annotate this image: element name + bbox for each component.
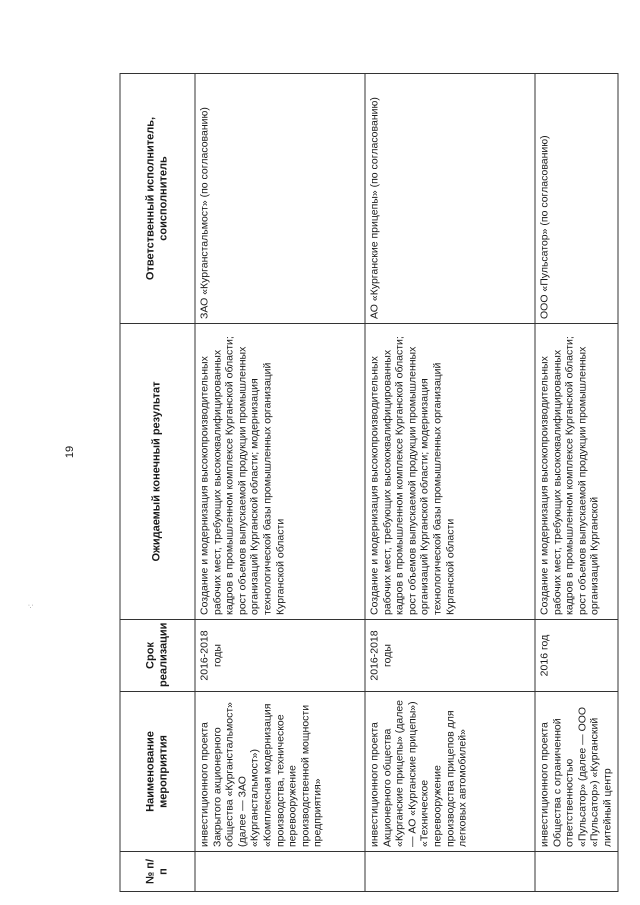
table-row (535, 74, 618, 892)
header-measure-name: Наименование мероприятия (120, 692, 195, 852)
row-number (365, 852, 535, 892)
term: 2016-2018 годы (365, 620, 535, 692)
measure-name: инвестиционного проекта Общества с ограниченной ответственностью «Пульсатор» (далее — ООО «Пульсатор») «Курганский литейный центр (535, 692, 618, 852)
row-number (195, 852, 365, 892)
responsible: ЗАО «Курганстальмост» (по согласованию) (195, 74, 365, 324)
expected-result: Создание и модернизация высокопроизводительных рабочих мест, требующих высококвалифицированных кадров в промышленном комплексе Курганской области; рост объемов выпускаемой продукции промышленных организаций Курганской области; модернизация технологической базы промышленных организаций Курганской области (195, 324, 365, 620)
page-number: 19 (64, 445, 76, 459)
term: 2016 год (535, 620, 618, 692)
header-expected-result: Ожидаемый конечный результат (120, 324, 195, 620)
measures-table-container (120, 74, 614, 892)
header-term: Срок реализации (120, 620, 195, 692)
measures-table (120, 73, 619, 892)
responsible: АО «Курганские прицепы» (по согласованию) (365, 74, 535, 324)
header-responsible: Ответственный исполнитель, соисполнитель (120, 74, 195, 324)
term: 2016-2018 годы (195, 620, 365, 692)
scan-speck: ·: (25, 604, 35, 609)
expected-result: Создание и модернизация высокопроизводительных рабочих мест, требующих высококвалифицированных кадров в промышленном комплексе Курганской области; рост объемов выпускаемой продукции промышленных организаций Курганской (535, 324, 618, 620)
table-row (195, 74, 365, 892)
table-row (365, 74, 535, 892)
table-header-row (120, 74, 195, 892)
row-number (535, 852, 618, 892)
measure-name: инвестиционного проекта Акционерного общества «Курганские прицепы» (далее — АО «Курганские прицепы») «Техническое перевооружение производства прицепов для легковых автомобилей» (365, 692, 535, 852)
header-number: № п/п (120, 852, 195, 892)
responsible: ООО «Пульсатор» (по согласованию) (535, 74, 618, 324)
measure-name: инвестиционного проекта Закрытого акционерного общества «Курганстальмост» (далее — ЗАО «Курганстальмост») «Комплексная модернизация производства, техническое перевооружение производственной мощности предприятия» (195, 692, 365, 852)
expected-result: Создание и модернизация высокопроизводительных рабочих мест, требующих высококвалифицированных кадров в промышленном комплексе Курганской области; рост объемов выпускаемой продукции промышленных организаций Курганской области; модернизация технологической базы промышленных организаций Курганской области (365, 324, 535, 620)
